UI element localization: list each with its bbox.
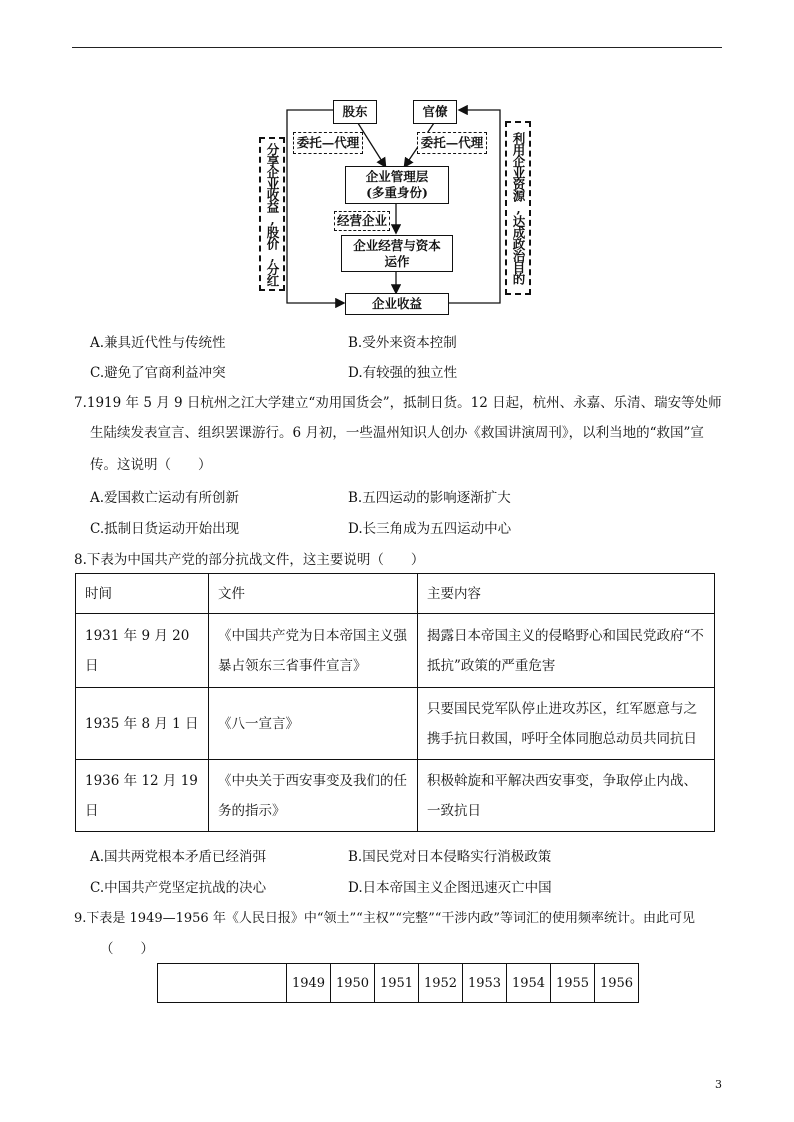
- q7-option-a[interactable]: A.爱国救亡运动有所创新: [90, 490, 240, 506]
- table-header: 1956: [595, 964, 639, 1003]
- bureaucrat-box: 官僚: [413, 100, 457, 124]
- table-cell: 《八一宣言》: [209, 688, 418, 760]
- q7-stem-line2: 生陆续发表宣言、组织罢课游行。6 月初，一些温州知识人创办《救国讲演周刊》，以利当地的“救国”宣: [90, 425, 704, 441]
- table-header: 1949: [287, 964, 331, 1003]
- table-row: [76, 760, 715, 832]
- management-box: 企业管理层 (多重身份): [345, 166, 449, 204]
- table-cell: 揭露日本帝国主义的侵略野心和国民党政府“不抵抗”政策的严重危害: [418, 614, 715, 688]
- q9-table: [157, 963, 639, 1003]
- income-box: 企业收益: [345, 293, 449, 315]
- q9-stem-line2: （ ）: [100, 941, 154, 957]
- table-header: 1955: [551, 964, 595, 1003]
- table-header: 1953: [463, 964, 507, 1003]
- q7-stem-line1: 7.1919 年 5 月 9 日杭州之江大学建立“劝用国货会”，抵制日货。12 日起，杭州、永嘉、乐清、瑞安等处师: [74, 395, 722, 411]
- operation-box: 企业经营与资本 运作: [341, 235, 453, 272]
- right-side-label: 利用企业资源,达成政治目的: [505, 121, 531, 295]
- page-number: 3: [715, 1078, 722, 1091]
- table-cell: 只要国民党军队停止进攻苏区，红军愿意与之携手抗日救国，呼吁全体同胞总动员共同抗日: [418, 688, 715, 760]
- q9-stem-line1: 9.下表是 1949—1956 年《人民日报》中“领土”“主权”“完整”“干涉内政”等词汇的使用频率统计。由此可见: [74, 911, 696, 926]
- delegate-right-label: 委托—代理: [417, 132, 487, 154]
- table-cell: 1931 年 9 月 20 日: [76, 614, 209, 688]
- table-row: [76, 688, 715, 760]
- q6-option-b[interactable]: B.受外来资本控制: [348, 335, 457, 351]
- table-cell: 1936 年 12 月 19 日: [76, 760, 209, 832]
- q6-option-c[interactable]: C.避免了官商利益冲突: [90, 365, 226, 381]
- q7-stem-line3: 传。这说明（ ）: [90, 457, 212, 473]
- table-cell: 《中央关于西安事变及我们的任务的指示》: [209, 760, 418, 832]
- table-row: [158, 964, 639, 1003]
- q8-table: [75, 573, 715, 832]
- q8-stem: 8.下表为中国共产党的部分抗战文件，这主要说明（ ）: [74, 552, 425, 568]
- table-header: 1950: [331, 964, 375, 1003]
- table-cell: [158, 964, 287, 1003]
- q6-option-d[interactable]: D.有较强的独立性: [348, 365, 458, 381]
- q7-option-c[interactable]: C.抵制日货运动开始出现: [90, 521, 240, 537]
- table-row: [76, 614, 715, 688]
- q7-option-d[interactable]: D.长三角成为五四运动中心: [348, 521, 512, 537]
- table-header: 文件: [209, 574, 418, 614]
- operate-label: 经营企业: [334, 211, 390, 231]
- table-header: 1951: [375, 964, 419, 1003]
- q7-option-b[interactable]: B.五四运动的影响逐渐扩大: [348, 490, 511, 506]
- table-cell: 《中国共产党为日本帝国主义强暴占领东三省事件宣言》: [209, 614, 418, 688]
- diagram-arrows: [0, 0, 794, 320]
- delegate-left-label: 委托—代理: [293, 132, 363, 154]
- q8-option-d[interactable]: D.日本帝国主义企图迅速灭亡中国: [348, 880, 552, 896]
- table-cell: 积极斡旋和平解决西安事变，争取停止内战、一致抗日: [418, 760, 715, 832]
- q6-option-a[interactable]: A.兼具近代性与传统性: [90, 335, 226, 351]
- table-header: 1954: [507, 964, 551, 1003]
- table-header: 1952: [419, 964, 463, 1003]
- q8-option-b[interactable]: B.国民党对日本侵略实行消极政策: [348, 849, 552, 865]
- q8-option-a[interactable]: A.国共两党根本矛盾已经消弭: [90, 849, 267, 865]
- left-side-label: 分享企业收益,股价,分红: [259, 137, 285, 291]
- table-cell: 1935 年 8 月 1 日: [76, 688, 209, 760]
- shareholder-box: 股东: [333, 100, 377, 124]
- table-header: 时间: [76, 574, 209, 614]
- q8-option-c[interactable]: C.中国共产党坚定抗战的决心: [90, 880, 267, 896]
- table-header: 主要内容: [418, 574, 715, 614]
